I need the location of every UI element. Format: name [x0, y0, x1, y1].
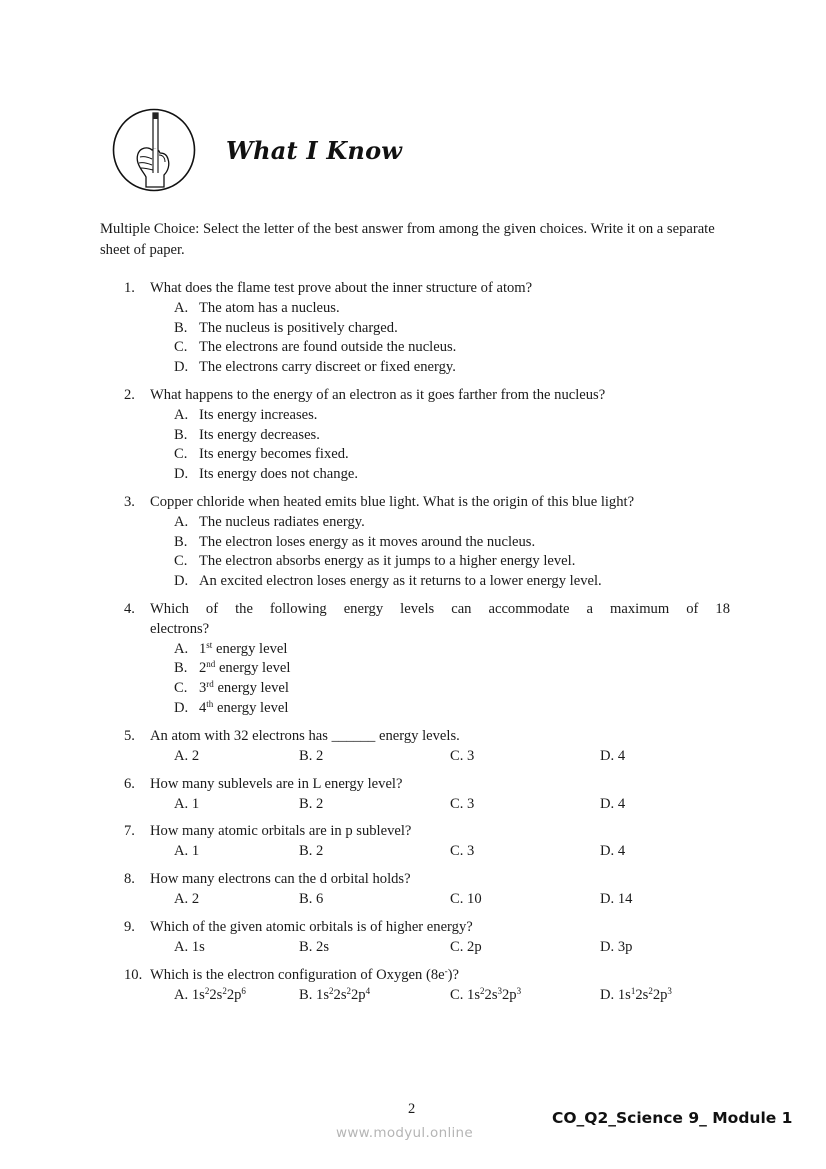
option-b: B. The electron loses energy as it moves around the nucleus. — [174, 533, 536, 550]
option-a: A. 1 — [174, 842, 200, 859]
option-b: B. 2s — [299, 938, 330, 955]
instructions: Multiple Choice: Select the letter of the best answer from among the given choices. Write it on a separate sheet of paper. — [100, 221, 715, 258]
options-row — [174, 795, 730, 815]
option-a: A. 1s — [174, 938, 205, 955]
options-row — [174, 747, 730, 767]
options-row — [174, 890, 730, 910]
option-a: A. 1 — [174, 795, 200, 812]
option-a: A. The atom has a nucleus. — [174, 299, 340, 316]
option-d: D. 4th energy level — [174, 698, 289, 716]
question-text: What does the flame test prove about the inner structure of atom? — [150, 280, 533, 296]
option-b: B. 2 — [299, 842, 324, 859]
option-d: D. 3p — [600, 938, 633, 955]
question-number: 1. — [124, 280, 135, 296]
option-d: D. 14 — [600, 890, 633, 907]
question-10 — [124, 966, 730, 1006]
module-code: CO_Q2_Science 9_ Module 1 — [552, 1109, 793, 1127]
question-text: Copper chloride when heated emits blue light. What is the origin of this blue light? — [150, 494, 635, 510]
question-1 — [124, 279, 730, 378]
options-row — [174, 842, 730, 862]
option-c: C. 10 — [450, 890, 482, 907]
question-text: How many atomic orbitals are in p sublevel? — [150, 823, 412, 839]
option-c: C. 3 — [450, 842, 475, 859]
option-b: B. 2nd energy level — [174, 659, 291, 677]
question-number: 5. — [124, 728, 135, 744]
question-number: 2. — [124, 387, 135, 403]
question-text: How many sublevels are in L energy level? — [150, 776, 403, 792]
option-c: C. The electron absorbs energy as it jumps to a higher energy level. — [174, 553, 576, 570]
question-2 — [124, 386, 730, 485]
option-d: D. The electrons carry discreet or fixed energy. — [174, 359, 456, 376]
question-7 — [124, 822, 730, 862]
question-9 — [124, 918, 730, 958]
option-c: C. 3 — [450, 747, 475, 764]
option-d: D. 4 — [600, 842, 626, 859]
option-d: D. $1s^12s^22p^3$ — [600, 985, 672, 1003]
question-number: 10. — [124, 967, 143, 983]
option-c: C. Its energy becomes fixed. — [174, 446, 349, 463]
question-number: 3. — [124, 494, 135, 510]
question-5 — [124, 727, 730, 767]
option-a: A. 2 — [174, 747, 200, 764]
question-number: 8. — [124, 871, 135, 887]
question-8 — [124, 870, 730, 910]
option-a: A. 2 — [174, 890, 200, 907]
question-text: How many electrons can the d orbital holds? — [150, 871, 411, 887]
option-c: C. $1s^22s^32p^3$ — [450, 985, 522, 1003]
watermark: www.modyul.online — [336, 1125, 474, 1141]
option-c: C. 2p — [450, 938, 482, 955]
question-text: What happens to the energy of an electron as it goes farther from the nucleus? — [150, 387, 606, 403]
question-number: 9. — [124, 919, 135, 935]
question-4 — [124, 600, 730, 719]
section-heading: What I Know — [226, 136, 403, 165]
question-text: Which is the electron configuration of Oxygen (8e-)? — [150, 966, 459, 983]
question-text: An atom with 32 electrons has ______ energy levels. — [150, 728, 460, 744]
option-b: B. 2 — [299, 747, 324, 764]
option-b: B. 2 — [299, 795, 324, 812]
page-number: 2 — [408, 1101, 416, 1117]
option-b: B. $1s^22s^22p^4$ — [299, 985, 371, 1003]
question-text-line-2: electrons? — [150, 620, 210, 637]
option-d: D. Its energy does not change. — [174, 466, 358, 483]
question-number: 7. — [124, 823, 135, 839]
question-number: 6. — [124, 776, 135, 792]
option-a: A. 1st energy level — [174, 639, 288, 657]
question-6 — [124, 775, 730, 815]
option-a: A. The nucleus radiates energy. — [174, 513, 365, 530]
option-d: D. An excited electron loses energy as it returns to a lower energy level. — [174, 573, 602, 590]
hand-holding-pencil-icon — [112, 107, 196, 193]
option-b: B. The nucleus is positively charged. — [174, 319, 398, 336]
option-a: A. Its energy increases. — [174, 406, 318, 423]
option-c: C. 3 — [450, 795, 475, 812]
options-row — [174, 986, 730, 1006]
option-b: B. Its energy decreases. — [174, 426, 320, 443]
question-number: 4. — [124, 601, 135, 617]
option-c: C. The electrons are found outside the nucleus. — [174, 339, 457, 356]
option-d: D. 4 — [600, 747, 626, 764]
option-d: D. 4 — [600, 795, 626, 812]
question-text: Which of the given atomic orbitals is of higher energy? — [150, 919, 473, 935]
options-row — [174, 938, 730, 958]
option-c: C. 3rd energy level — [174, 679, 289, 697]
option-b: B. 6 — [299, 890, 324, 907]
question-3 — [124, 493, 730, 592]
question-text-line-1: Which of the following energy levels can accommodate a maximum of 18 — [150, 601, 730, 617]
option-a: A. $1s^22s^22p^6$ — [174, 985, 246, 1003]
